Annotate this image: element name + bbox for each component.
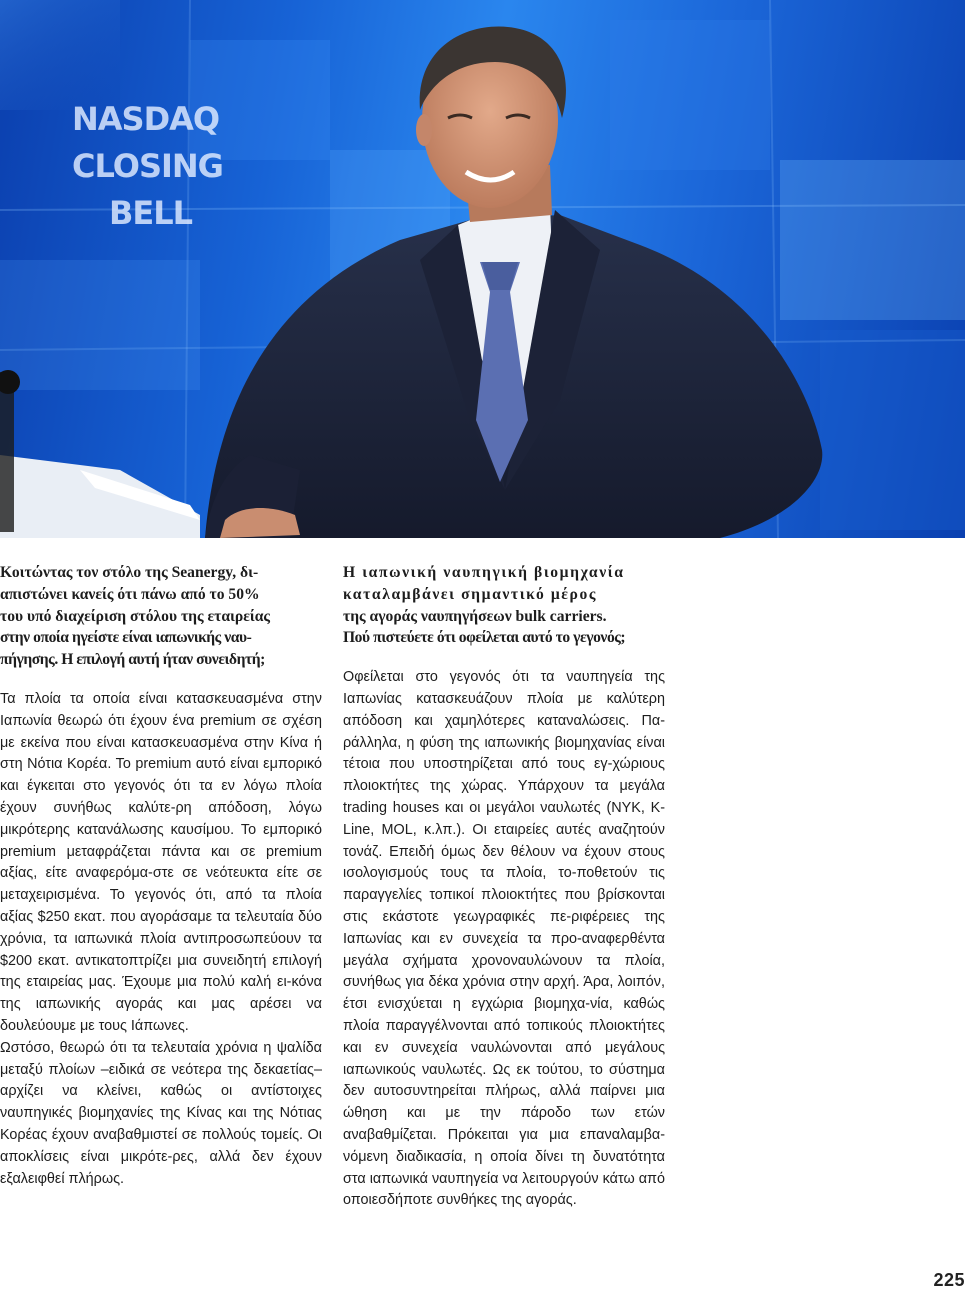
- sign-line: CLOSING: [72, 147, 223, 185]
- question-line: Πού πιστεύετε ότι οφείλεται αυτό το γεγονός;: [343, 629, 626, 647]
- answer-paragraph: Τα πλοία τα οποία είναι κατασκευασμένα στην Ιαπωνία θεωρώ ότι έχουν ένα premium σε σχέση με εκείνα που είναι κατασκευασμένα στην Κίνα ή στη Νότια Κορέα. Το premium αυτό είναι εμπορικό και έγκειται στο γεγονός ότι τα εν λόγω πλοία έχουν συνήθως καλύτε-ρη απόδοση, λόγω μικρότερης κατανάλωσης καυσίμου. Το εμπορικό premium μεταφράζεται πάντα και σε premium αξίας, είτε αναφερόμα-στε σε νεότευκτα είτε σε μεταχειρισμένα. Το γεγονός ότι, από τα πλοία αξίας $250 εκατ. που αγοράσαμε τα τελευταία δύο χρόνια, τα ιαπωνικά πλοία αντιπροσωπεύουν τα $200 εκατ. αντικατοπτρίζει μια συνειδητή επιλογή της εταιρείας μας. Έχουμε μια πολύ καλή ει-κόνα της ιαπωνικής αγοράς και μας αρέσει να δουλεύουμε με τους Ιάπωνες.: [0, 690, 322, 1034]
- question-line: απιστώνει κανείς ότι πάνω από το 50%: [0, 585, 260, 603]
- interview-question: [343, 562, 665, 649]
- left-column: [0, 562, 322, 1190]
- question-line: πήγησης. Η επιλογή αυτή ήταν συνειδητή;: [0, 651, 265, 669]
- question-line: καταλαμβάνει σημαντικό μέρος: [343, 585, 598, 603]
- answer-paragraph: Ωστόσο, θεωρώ ότι τα τελευταία χρόνια η ψαλίδα μεταξύ πλοίων –ειδικά σε νεότερα της δεκαετίας– αρχίζει να κλείνει, καθώς οι αντίστοιχες ναυπηγικές βιομηχανίες της Κίνας και της Νότιας Κορέας έχουν αναβαθμιστεί σε πολλούς τομείς. Οι αποκλίσεις είναι μικρότε-ρες, αλλά δεν έχουν εξαλειφθεί πλήρως.: [0, 1039, 322, 1187]
- interview-question: [0, 562, 322, 671]
- nasdaq-closing-bell-sign: [72, 96, 223, 237]
- question-line: Η ιαπωνική ναυπηγική βιομηχανία: [343, 564, 625, 581]
- sign-line: NASDAQ: [72, 100, 220, 138]
- sign-line: BELL: [108, 194, 192, 232]
- portrait-photo: [0, 0, 965, 538]
- question-line: Κοιτώντας τον στόλο της Seanergy, δι-: [0, 564, 259, 581]
- podium: [0, 370, 200, 538]
- answer-paragraph: Οφείλεται στο γεγονός ότι τα ναυπηγεία της Ιαπωνίας κατασκευάζουν πλοία με καλύτερη απόδοση και χαμηλότερες καταναλώσεις. Πα-ράλληλα, η φύση της ιαπωνικής βιομηχανίας είναι τέτοια που υποστηρίζεται από τους εγ-χώριους πλοιοκτήτες της χώρας. Υπάρχουν τα μεγάλα trading houses και οι μεγάλοι ναυλωτές (NYK, K-Line, MOL, κ.λπ.). Οι εταιρείες αυτές αναζητούν τονάζ. Επειδή όμως δεν θέλουν να έχουν στους ισολογισμούς τους τα πλοία, το-ποθετούν τις παραγγελίες τοπικοί πλοιοκτήτες που βρίσκονται στις εκάστοτε γεωγραφικές πε-ριφέρειες της Ιαπωνίας και εν συνεχεία τα προ-αναφερθέντα μεγάλα σχήματα χρονοναυλώνουν τα πλοία, συνήθως για δέκα χρόνια στην αρχή. Άρα, λοιπόν, έτσι ενισχύεται η εγχώρια βιομηχα-νία, καθώς πλοία παραγγέλνονται από τοπικούς πλοιοκτήτες και εν συνεχεία ναυλώνονται από μεγάλους ιαπωνικούς ναυλωτές. Ως εκ τούτου, το σύστημα δεν αυτοσυντηρείται πλήρως, αλλά παίρνει μια ώθηση και με την πάροδο των ετών αναβαθμίζεται. Πρόκειται για μια επαναλαμβα-νόμενη διαδικασία, η οποία δίνει τη δυνατότητα στα ιαπωνικά ναυπηγεία να λειτουργούν κάτω από οποιεσδήποτε συνθήκες της αγοράς.: [343, 669, 665, 1209]
- question-line: της αγοράς ναυπηγήσεων bulk carriers.: [343, 607, 607, 625]
- portrait-illustration: [0, 0, 965, 538]
- page-number: 225: [933, 1270, 965, 1290]
- right-column: [343, 562, 665, 1212]
- question-line: του υπό διαχείριση στόλου της εταιρείας: [0, 607, 271, 625]
- question-line: στην οποία ηγείστε είναι ιαπωνικής ναυ-: [0, 629, 252, 647]
